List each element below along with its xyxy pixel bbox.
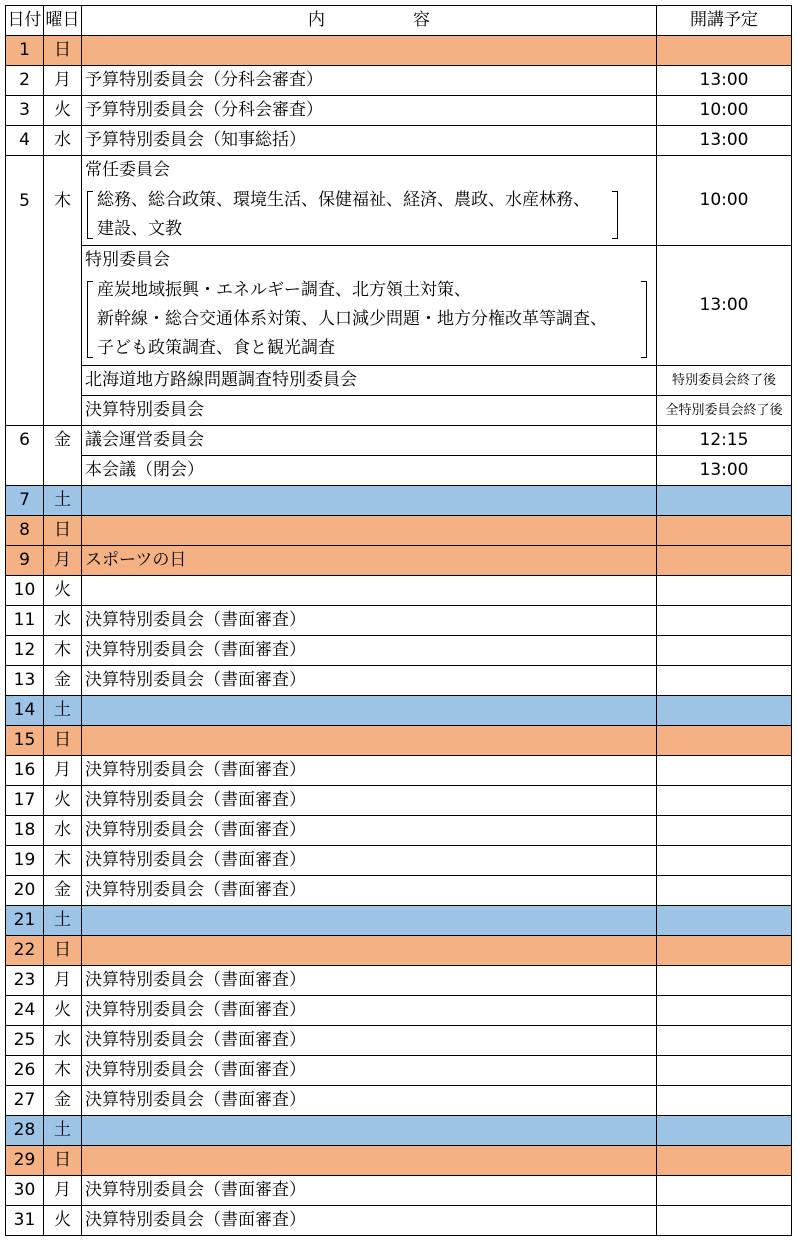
table-row: [6, 426, 792, 456]
time-cell: [657, 816, 792, 846]
table-row: [6, 126, 792, 156]
weekday-cell: 水: [44, 1026, 82, 1056]
time-cell: [657, 876, 792, 906]
content-cell: 決算特別委員会（書面審査）: [82, 756, 657, 786]
table-row: [6, 516, 792, 546]
table-row: [6, 1116, 792, 1146]
day-cell: 28: [6, 1116, 44, 1146]
day-cell: 8: [6, 516, 44, 546]
day-cell: 25: [6, 1026, 44, 1056]
content-cell: 本会議（閉会）: [82, 456, 657, 486]
joho-bracket: [85, 186, 620, 244]
day-cell: 7: [6, 486, 44, 516]
time-cell: [657, 1086, 792, 1116]
weekday-cell: 月: [44, 546, 82, 576]
time-cell: [657, 576, 792, 606]
day-cell: 1: [6, 36, 44, 66]
weekday-cell: 日: [44, 1146, 82, 1176]
header-row: [6, 6, 792, 36]
time-cell: [657, 846, 792, 876]
time-cell: [657, 726, 792, 756]
weekday-cell: 月: [44, 66, 82, 96]
content-cell: [82, 486, 657, 516]
schedule-table: [5, 5, 792, 1236]
weekday-cell: 月: [44, 966, 82, 996]
time-cell: [657, 756, 792, 786]
table-row: [6, 726, 792, 756]
time-cell: 特別委員会終了後: [657, 366, 792, 396]
day-cell: 20: [6, 876, 44, 906]
time-cell: [657, 666, 792, 696]
header-date: 日付: [6, 6, 44, 36]
table-row: [6, 756, 792, 786]
right-bracket: [641, 281, 647, 358]
time-cell: [657, 696, 792, 726]
header-time: 開講予定: [657, 6, 792, 36]
time-cell: [657, 936, 792, 966]
table-row: [6, 1026, 792, 1056]
day-cell: 4: [6, 126, 44, 156]
weekday-cell: 金: [44, 1086, 82, 1116]
weekday-cell: 日: [44, 516, 82, 546]
table-row: [6, 546, 792, 576]
weekday-cell: 火: [44, 96, 82, 126]
content-cell: 決算特別委員会（書面審査）: [82, 1026, 657, 1056]
time-cell: [657, 1176, 792, 1206]
content-cell: スポーツの日: [82, 546, 657, 576]
content-cell: 決算特別委員会（書面審査）: [82, 786, 657, 816]
weekday-cell: 金: [44, 876, 82, 906]
content-cell: 北海道地方路線問題調査特別委員会: [82, 366, 657, 396]
table-row: [6, 876, 792, 906]
day-cell: 15: [6, 726, 44, 756]
time-cell: [657, 996, 792, 1026]
time-cell: [657, 1026, 792, 1056]
table-row: [6, 486, 792, 516]
day-cell: 23: [6, 966, 44, 996]
day-cell: 30: [6, 1176, 44, 1206]
left-bracket: [87, 281, 93, 358]
content-cell: 決算特別委員会（書面審査）: [82, 1056, 657, 1086]
weekday-cell: 火: [44, 576, 82, 606]
content-cell: 予算特別委員会（分科会審査）: [82, 66, 657, 96]
day-cell: 9: [6, 546, 44, 576]
time-cell: [657, 486, 792, 516]
weekday-cell: 水: [44, 816, 82, 846]
day-cell: 6: [6, 426, 44, 486]
table-row: [6, 36, 792, 66]
weekday-cell: 水: [44, 606, 82, 636]
table-row: [6, 246, 792, 366]
table-row: [6, 1146, 792, 1176]
table-row: [6, 366, 792, 396]
header-content: [82, 6, 657, 36]
content-cell: 決算特別委員会（書面審査）: [82, 1206, 657, 1236]
content-cell: [82, 576, 657, 606]
time-cell: [657, 786, 792, 816]
weekday-cell: 月: [44, 756, 82, 786]
day-cell: 11: [6, 606, 44, 636]
content-cell: [82, 1146, 657, 1176]
weekday-cell: 火: [44, 996, 82, 1026]
content-cell: [82, 1116, 657, 1146]
time-cell: 全特別委員会終了後: [657, 396, 792, 426]
content-cell: 決算特別委員会（書面審査）: [82, 636, 657, 666]
table-row: [6, 576, 792, 606]
day-cell: 13: [6, 666, 44, 696]
weekday-cell: 日: [44, 36, 82, 66]
day-cell: 5: [6, 156, 44, 426]
weekday-cell: 日: [44, 936, 82, 966]
day-cell: 21: [6, 906, 44, 936]
time-cell: [657, 636, 792, 666]
header-weekday: 曜日: [44, 6, 82, 36]
tokubetsu-line: 新幹線・総合交通体系対策、人口減少問題・地方分権改革等調査、: [97, 309, 607, 329]
left-bracket: [87, 191, 93, 239]
joho-line: 総務、総合政策、環境生活、保健福祉、経済、農政、水産林務、: [97, 190, 590, 210]
day-cell: 31: [6, 1206, 44, 1236]
weekday-cell: 土: [44, 906, 82, 936]
table-row: [6, 636, 792, 666]
content-cell: 決算特別委員会（書面審査）: [82, 1086, 657, 1116]
content-cell: 決算特別委員会（書面審査）: [82, 876, 657, 906]
time-cell: [657, 1116, 792, 1146]
weekday-cell: 月: [44, 1176, 82, 1206]
content-cell: 決算特別委員会（書面審査）: [82, 966, 657, 996]
content-cell: [82, 696, 657, 726]
table-row: [6, 156, 792, 246]
table-row: [6, 96, 792, 126]
time-cell: 12:15: [657, 426, 792, 456]
table-row: [6, 456, 792, 486]
time-cell: [657, 516, 792, 546]
time-cell: [657, 1206, 792, 1236]
weekday-cell: 火: [44, 786, 82, 816]
weekday-cell: 金: [44, 426, 82, 486]
time-cell: 10:00: [657, 96, 792, 126]
table-row: [6, 66, 792, 96]
content-cell: 決算特別委員会（書面審査）: [82, 666, 657, 696]
weekday-cell: 木: [44, 636, 82, 666]
weekday-cell: 木: [44, 156, 82, 426]
table-row: [6, 696, 792, 726]
tokubetsu-bracket: [85, 276, 649, 363]
time-cell: [657, 966, 792, 996]
table-row: [6, 936, 792, 966]
time-cell: 13:00: [657, 246, 792, 366]
content-cell: [82, 36, 657, 66]
table-row: [6, 786, 792, 816]
time-cell: 10:00: [657, 156, 792, 246]
day-cell: 3: [6, 96, 44, 126]
table-row: [6, 606, 792, 636]
content-cell: 予算特別委員会（分科会審査）: [82, 96, 657, 126]
time-cell: 13:00: [657, 66, 792, 96]
day-cell: 10: [6, 576, 44, 606]
time-cell: [657, 906, 792, 936]
content-cell: [82, 906, 657, 936]
content-cell: 議会運営委員会: [82, 426, 657, 456]
table-row: [6, 816, 792, 846]
table-row: [6, 906, 792, 936]
content-cell: [82, 936, 657, 966]
content-cell: [82, 726, 657, 756]
joho-line: 建設、文教: [97, 219, 182, 239]
day-cell: 19: [6, 846, 44, 876]
day-cell: 17: [6, 786, 44, 816]
day-cell: 22: [6, 936, 44, 966]
time-cell: [657, 36, 792, 66]
day-cell: 27: [6, 1086, 44, 1116]
table-row: [6, 1086, 792, 1116]
time-cell: [657, 1056, 792, 1086]
content-cell: 決算特別委員会（書面審査）: [82, 816, 657, 846]
time-cell: [657, 546, 792, 576]
content-cell: 決算特別委員会（書面審査）: [82, 846, 657, 876]
day-cell: 29: [6, 1146, 44, 1176]
time-cell: 13:00: [657, 456, 792, 486]
header-content-a: 内: [308, 10, 325, 30]
table-row: [6, 666, 792, 696]
weekday-cell: 土: [44, 1116, 82, 1146]
tokubetsu-title: 特別委員会: [85, 250, 170, 270]
weekday-cell: 土: [44, 696, 82, 726]
table-row: [6, 1176, 792, 1206]
table-row: [6, 396, 792, 426]
content-cell: [82, 516, 657, 546]
day-cell: 2: [6, 66, 44, 96]
tokubetsu-line: 産炭地域振興・エネルギー調査、北方領土対策、: [97, 280, 471, 300]
content-cell: 決算特別委員会: [82, 396, 657, 426]
day-cell: 16: [6, 756, 44, 786]
day-cell: 26: [6, 1056, 44, 1086]
tokubetsu-line: 子ども政策調査、食と観光調査: [97, 338, 335, 358]
day-cell: 24: [6, 996, 44, 1026]
weekday-cell: 木: [44, 1056, 82, 1086]
content-cell: 決算特別委員会（書面審査）: [82, 1176, 657, 1206]
day-cell: 12: [6, 636, 44, 666]
content-cell-tokubetsu: [82, 246, 657, 366]
weekday-cell: 火: [44, 1206, 82, 1236]
table-row: [6, 1056, 792, 1086]
table-row: [6, 1206, 792, 1236]
joho-title: 常任委員会: [85, 160, 170, 180]
content-cell-joho: [82, 156, 657, 246]
weekday-cell: 木: [44, 846, 82, 876]
content-cell: 予算特別委員会（知事総括）: [82, 126, 657, 156]
day-cell: 14: [6, 696, 44, 726]
content-cell: 決算特別委員会（書面審査）: [82, 996, 657, 1026]
right-bracket: [612, 191, 618, 239]
time-cell: [657, 606, 792, 636]
day-cell: 18: [6, 816, 44, 846]
weekday-cell: 日: [44, 726, 82, 756]
table-row: [6, 846, 792, 876]
header-content-b: 容: [413, 10, 430, 30]
weekday-cell: 水: [44, 126, 82, 156]
time-cell: 13:00: [657, 126, 792, 156]
weekday-cell: 金: [44, 666, 82, 696]
weekday-cell: 土: [44, 486, 82, 516]
table-row: [6, 996, 792, 1026]
content-cell: 決算特別委員会（書面審査）: [82, 606, 657, 636]
time-cell: [657, 1146, 792, 1176]
table-row: [6, 966, 792, 996]
